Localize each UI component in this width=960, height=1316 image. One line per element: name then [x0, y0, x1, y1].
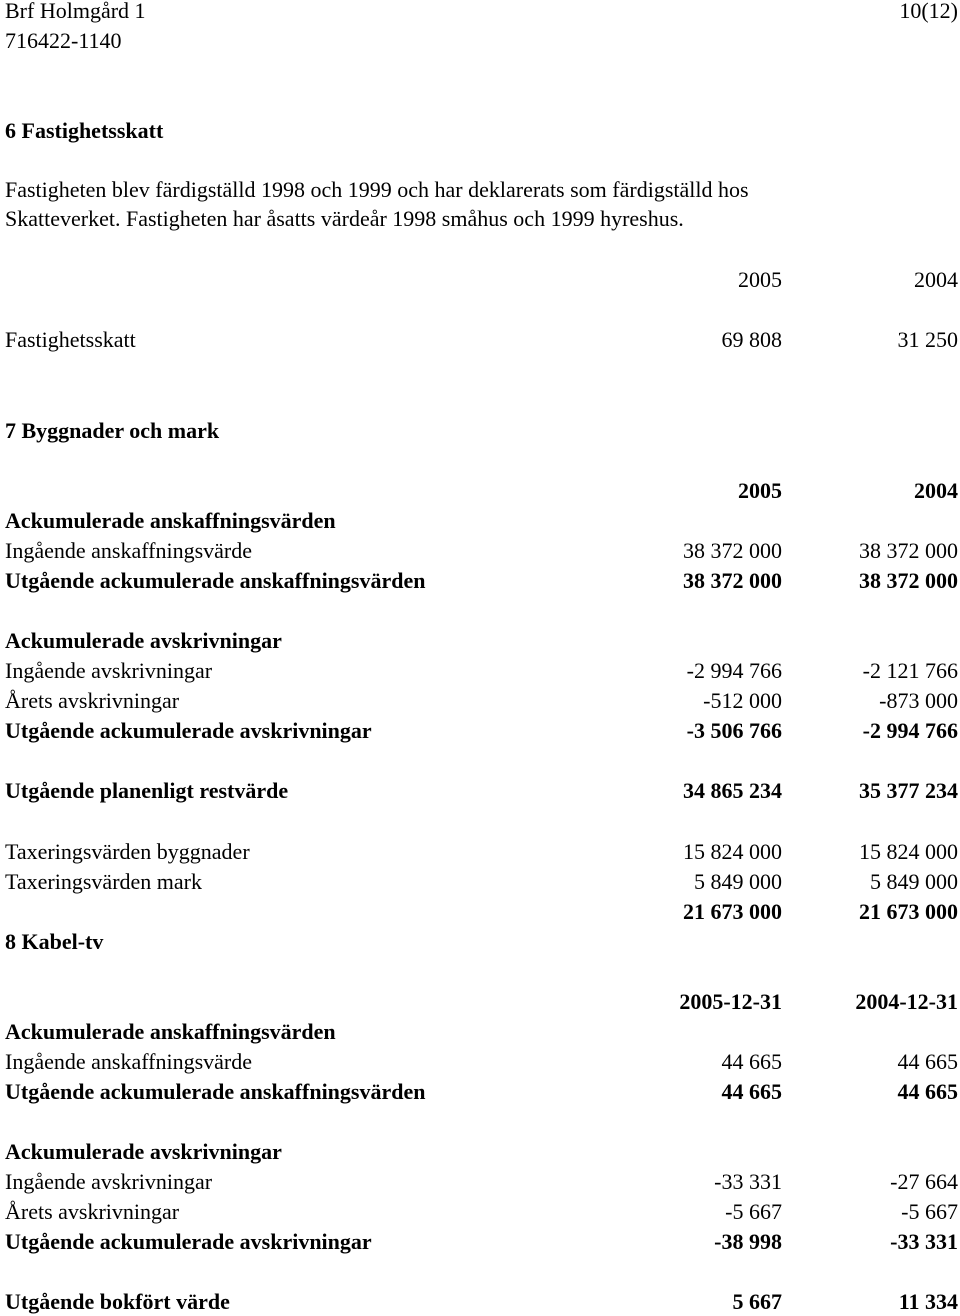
row-value-2004: 5 849 000 [870, 869, 958, 894]
note8-column-headers [0, 989, 960, 1015]
note6-column-headers [0, 267, 960, 293]
row-label: Fastighetsskatt [5, 327, 136, 352]
table-row [0, 688, 960, 714]
row-value-2004: -2 994 766 [862, 718, 958, 743]
row-value-2004: -33 331 [890, 1229, 958, 1254]
row-value-2004: 31 250 [897, 327, 958, 352]
row-value-2004: 38 372 000 [859, 568, 958, 593]
row-value-2005: 69 808 [721, 327, 782, 352]
note6-col-2004: 2004 [914, 267, 958, 292]
row-label: Årets avskrivningar [5, 1199, 180, 1224]
row-label: Utgående bokfört värde [5, 1289, 230, 1314]
row-value-2004: -5 667 [901, 1199, 958, 1224]
row-value-2004: 38 372 000 [859, 538, 958, 563]
row-value-2004: 35 377 234 [859, 778, 958, 803]
row-label: Ingående anskaffningsvärde [5, 538, 252, 563]
table-row [0, 1229, 960, 1255]
row-value-2004: 15 824 000 [859, 839, 958, 864]
row-label: Utgående ackumulerade avskrivningar [5, 1229, 372, 1254]
note7-title: 7 Byggnader och mark [5, 418, 220, 443]
row-value-2004: -27 664 [890, 1169, 958, 1194]
row-value-2005: 5 849 000 [694, 869, 782, 894]
org-number: 716422-1140 [5, 28, 122, 53]
page-number: 10(12) [899, 0, 958, 23]
row-value-2005: 44 665 [721, 1049, 782, 1074]
row-value-2005: -38 998 [714, 1229, 782, 1254]
note7-dep-heading: Ackumulerade avskrivningar [5, 628, 282, 653]
table-row [0, 1049, 960, 1075]
row-label: Utgående ackumulerade anskaffningsvärden [5, 568, 426, 593]
note6-title: 6 Fastighetsskatt [5, 118, 164, 143]
note6-text-line1: Fastigheten blev färdigställd 1998 och 1999 och har deklarerats som färdigställd hos [5, 177, 749, 202]
note7-column-headers [0, 478, 960, 504]
table-row [0, 1169, 960, 1195]
table-row [0, 568, 960, 594]
row-value-2004: 44 665 [897, 1049, 958, 1074]
note6-col-2005: 2005 [738, 267, 782, 292]
table-row [0, 1079, 960, 1105]
row-value-2004: 21 673 000 [859, 899, 958, 924]
row-value-2005: -5 667 [725, 1199, 782, 1224]
row-label: Utgående ackumulerade avskrivningar [5, 718, 372, 743]
row-value-2004: -2 121 766 [862, 658, 958, 683]
row-value-2005: 21 673 000 [683, 899, 782, 924]
row-value-2005: 44 665 [721, 1079, 782, 1104]
table-row [0, 658, 960, 684]
table-row [0, 899, 960, 925]
note8-col-2005: 2005-12-31 [679, 989, 782, 1014]
row-value-2005: -3 506 766 [686, 718, 782, 743]
table-row [0, 869, 960, 895]
note8-dep-heading: Ackumulerade avskrivningar [5, 1139, 282, 1164]
row-value-2005: -512 000 [703, 688, 782, 713]
note8-title: 8 Kabel-tv [5, 929, 104, 954]
row-value-2005: -33 331 [714, 1169, 782, 1194]
row-value-2005: 5 667 [732, 1289, 782, 1314]
table-row [0, 327, 960, 353]
note8-col-2004: 2004-12-31 [855, 989, 958, 1014]
row-label: Årets avskrivningar [5, 688, 180, 713]
table-row [0, 718, 960, 744]
row-label: Ingående anskaffningsvärde [5, 1049, 252, 1074]
row-label: Ingående avskrivningar [5, 1169, 213, 1194]
table-row [0, 1289, 960, 1315]
row-value-2005: -2 994 766 [686, 658, 782, 683]
org-name: Brf Holmgård 1 [5, 0, 146, 23]
row-value-2005: 38 372 000 [683, 568, 782, 593]
table-row [0, 839, 960, 865]
note6-text-line2: Skatteverket. Fastigheten har åsatts värdeår 1998 småhus och 1999 hyreshus. [5, 206, 684, 231]
row-label: Taxeringsvärden byggnader [5, 839, 250, 864]
row-value-2004: -873 000 [879, 688, 958, 713]
row-label: Utgående ackumulerade anskaffningsvärden [5, 1079, 426, 1104]
row-label: Taxeringsvärden mark [5, 869, 202, 894]
row-label: Utgående planenligt restvärde [5, 778, 289, 803]
note7-col-2004: 2004 [914, 478, 958, 503]
note7-acq-heading: Ackumulerade anskaffningsvärden [5, 508, 336, 533]
row-value-2005: 15 824 000 [683, 839, 782, 864]
table-row [0, 778, 960, 804]
row-value-2005: 34 865 234 [683, 778, 782, 803]
row-value-2005: 38 372 000 [683, 538, 782, 563]
table-row [0, 1199, 960, 1225]
row-label: Ingående avskrivningar [5, 658, 213, 683]
note7-col-2005: 2005 [738, 478, 782, 503]
note8-acq-heading: Ackumulerade anskaffningsvärden [5, 1019, 336, 1044]
row-value-2004: 44 665 [897, 1079, 958, 1104]
table-row [0, 538, 960, 564]
row-value-2004: 11 334 [898, 1289, 958, 1314]
